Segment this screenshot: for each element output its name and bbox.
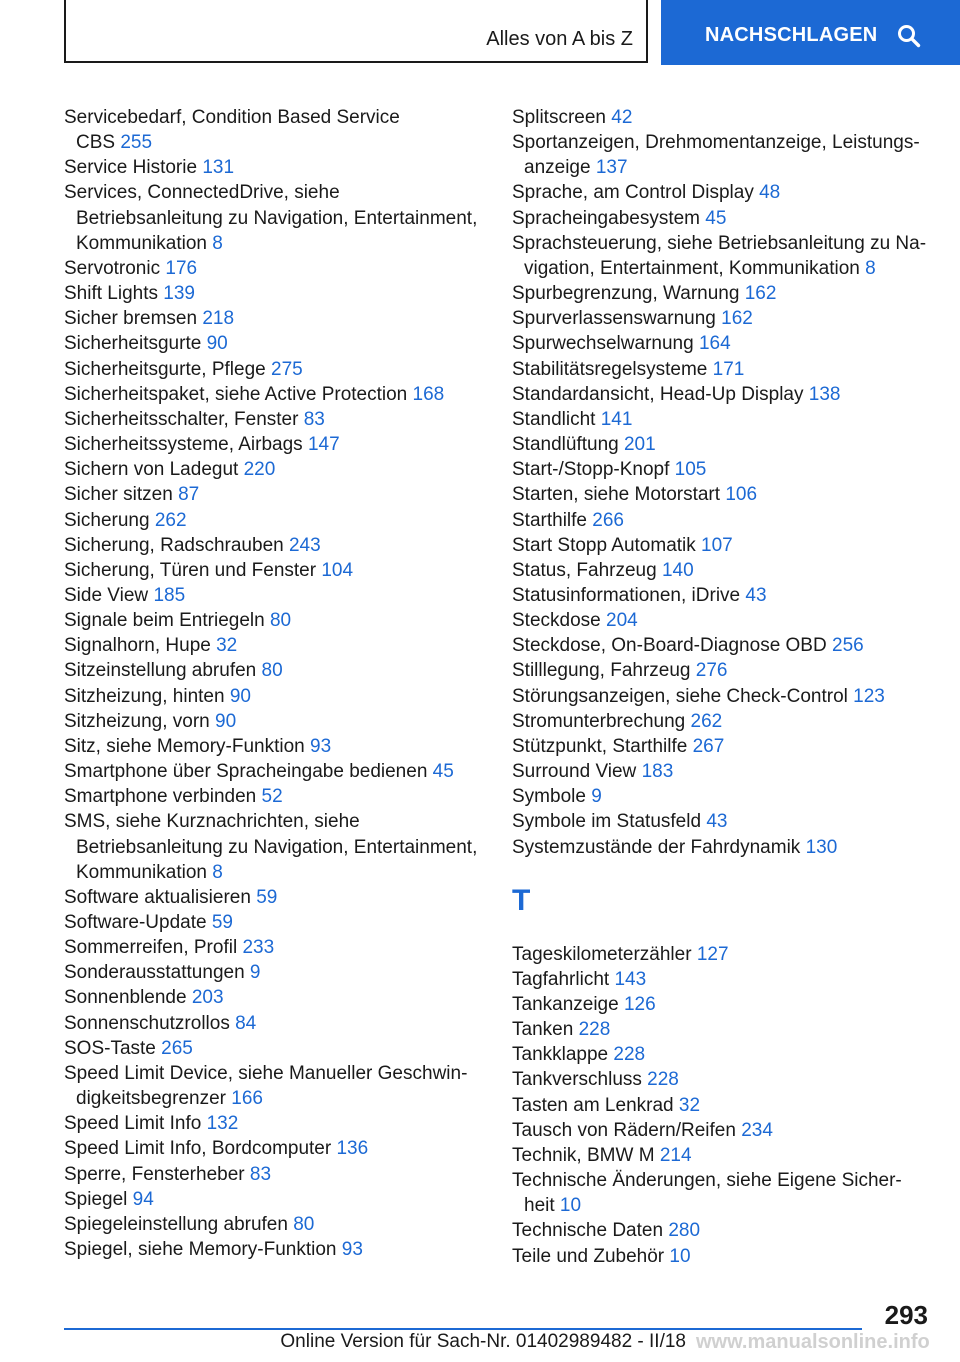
- page-link[interactable]: 84: [235, 1012, 257, 1034]
- index-entry: [512, 684, 932, 709]
- entry-term-continued: vigation, Entertainment, Kommunikation: [524, 257, 860, 279]
- search-icon[interactable]: [897, 24, 921, 48]
- page-link[interactable]: 32: [216, 635, 238, 657]
- page-link[interactable]: 228: [613, 1044, 646, 1066]
- entry-term: Surround View: [512, 761, 637, 783]
- index-entry: [64, 558, 484, 583]
- index-entry: [64, 759, 484, 784]
- index-entry: [512, 1118, 932, 1143]
- index-entry: [64, 658, 484, 683]
- entry-term: Technische Daten: [512, 1220, 664, 1242]
- page-link[interactable]: 234: [741, 1119, 773, 1141]
- index-entry: [512, 508, 932, 533]
- page-link[interactable]: 32: [678, 1094, 701, 1116]
- page-link[interactable]: 280: [668, 1220, 701, 1242]
- index-entry: [512, 759, 932, 784]
- entry-term: Symbole: [512, 786, 586, 808]
- page-number: 293: [884, 1300, 928, 1330]
- index-entry: [64, 105, 484, 155]
- page-link[interactable]: 243: [288, 534, 321, 556]
- page-link[interactable]: 83: [303, 408, 325, 430]
- index-entry: [64, 256, 484, 281]
- index-entry: [512, 206, 932, 231]
- page-link[interactable]: 220: [243, 459, 276, 481]
- index-entry: [64, 155, 484, 180]
- page-link[interactable]: 262: [690, 710, 723, 732]
- entry-term: Statusinformationen, iDrive: [512, 584, 741, 606]
- entry-term: Tageskilometerzähler: [512, 943, 692, 965]
- index-group-t: [512, 942, 932, 1269]
- entry-term: Sprache, am Control Display: [512, 182, 754, 204]
- entry-term: Software aktualisieren: [64, 886, 251, 908]
- entry-term: Status, Fahrzeug: [512, 559, 657, 581]
- entry-term: Sicher bremsen: [64, 308, 198, 330]
- index-entry: [512, 658, 932, 683]
- index-entry: [64, 382, 484, 407]
- entry-term: Sicher sitzen: [64, 484, 173, 506]
- page-link[interactable]: 83: [249, 1163, 272, 1185]
- index-entry: [512, 1042, 932, 1067]
- page-link[interactable]: 105: [674, 459, 707, 481]
- page-link[interactable]: 80: [293, 1213, 315, 1235]
- page-link[interactable]: 9: [249, 962, 261, 984]
- entry-term: Sonderausstattungen: [64, 962, 245, 984]
- section-letter-t: T: [512, 883, 531, 917]
- page-link[interactable]: 137: [595, 157, 628, 179]
- entry-term: Sitzheizung, hinten: [64, 685, 225, 707]
- entry-term: Sicherheitspaket, siehe Active Protection: [64, 383, 408, 405]
- page-link[interactable]: 87: [178, 484, 200, 506]
- index-entry: [512, 331, 932, 356]
- index-entry: [512, 281, 932, 306]
- page-link[interactable]: 204: [606, 610, 638, 632]
- nachschlagen-label: NACHSCHLAGEN: [705, 24, 878, 46]
- entry-term: Spiegel, siehe Memory-Funktion: [64, 1239, 337, 1261]
- page-link[interactable]: 265: [161, 1037, 193, 1059]
- page-link[interactable]: 42: [611, 107, 633, 128]
- page-link[interactable]: 93: [341, 1239, 363, 1261]
- index-entry: [512, 942, 932, 967]
- entry-term: Sperre, Fensterheber: [64, 1163, 245, 1185]
- page-link[interactable]: 80: [261, 660, 283, 682]
- page-link[interactable]: 139: [163, 283, 195, 305]
- index-entry: [64, 608, 484, 633]
- page-link[interactable]: 255: [120, 132, 153, 154]
- index-entry: [64, 508, 484, 533]
- page-link[interactable]: 123: [853, 685, 885, 707]
- page-link[interactable]: 132: [206, 1113, 239, 1135]
- entry-term: Sicherheitsschalter, Fenster: [64, 408, 299, 430]
- index-entry: [64, 306, 484, 331]
- index-entry: [64, 633, 484, 658]
- section-header: [64, 0, 648, 63]
- page-link[interactable]: 143: [614, 968, 647, 990]
- entry-term: Sitzeinstellung abrufen: [64, 660, 257, 682]
- index-entry: [64, 1061, 484, 1111]
- page-link[interactable]: 147: [307, 434, 340, 456]
- entry-term: Tankanzeige: [512, 994, 619, 1015]
- index-entry: [64, 457, 484, 482]
- page-link[interactable]: 8: [212, 861, 223, 883]
- page-link[interactable]: 131: [202, 157, 235, 179]
- index-entry: [64, 1187, 484, 1212]
- index-entry: [64, 281, 484, 306]
- entry-term: Starthilfe: [512, 509, 587, 531]
- entry-term: Signale beim Entriegeln: [64, 610, 265, 632]
- index-entry: [512, 784, 932, 809]
- page-link[interactable]: 8: [212, 232, 223, 254]
- entry-term: Standlüftung: [512, 434, 619, 456]
- entry-term: Technik, BMW M: [512, 1144, 655, 1166]
- index-entry: [64, 1036, 484, 1061]
- index-entry: [64, 709, 484, 734]
- index-entry: [64, 1237, 484, 1262]
- entry-term: Teile und Zubehör: [512, 1245, 665, 1267]
- page-link[interactable]: 140: [661, 559, 694, 581]
- entry-term: Sicherung: [64, 509, 150, 531]
- page-link[interactable]: 176: [165, 257, 198, 279]
- index-entry: [64, 935, 484, 960]
- index-entry: [512, 835, 932, 860]
- entry-term: Spurverlassenswarnung: [512, 308, 716, 330]
- index-entry: [512, 809, 932, 834]
- entry-term: Sichern von Ladegut: [64, 459, 239, 481]
- entry-term: Tagfahrlicht: [512, 968, 610, 990]
- entry-term: Sommerreifen, Profil: [64, 937, 238, 959]
- page-link[interactable]: 138: [808, 383, 841, 405]
- index-entry: [512, 1218, 932, 1243]
- index-entry: [512, 583, 932, 608]
- entry-term: Standlicht: [512, 408, 596, 430]
- entry-term: Side View: [64, 584, 149, 606]
- entry-term: Sprachsteuerung, siehe Betriebsanleitung zu Na-: [512, 232, 927, 254]
- index-entry: [64, 432, 484, 457]
- index-entry: [64, 357, 484, 382]
- entry-term: Shift Lights: [64, 283, 158, 305]
- page-link[interactable]: 10: [559, 1195, 582, 1217]
- watermark: www.manualsonline.info: [696, 1331, 930, 1353]
- entry-term: Sonnenblende: [64, 987, 187, 1009]
- entry-term: Service Historie: [64, 157, 198, 179]
- page-link[interactable]: 9: [591, 786, 602, 808]
- page-link[interactable]: 256: [832, 635, 864, 657]
- page-link[interactable]: 275: [271, 358, 303, 380]
- entry-term: Speed Limit Info: [64, 1113, 202, 1135]
- index-entry: [512, 734, 932, 759]
- entry-term-continued: Betriebsanleitung zu Navigation, Entertainment,: [76, 207, 478, 229]
- entry-term: Sicherheitsgurte: [64, 333, 202, 355]
- entry-term: Sonnenschutzrollos: [64, 1012, 230, 1034]
- page-link[interactable]: 90: [215, 710, 237, 732]
- index-entry: [64, 784, 484, 809]
- entry-term: Sicherheitsgurte, Pflege: [64, 358, 266, 380]
- entry-term: Spracheingabesystem: [512, 207, 700, 229]
- index-column-left: [64, 105, 484, 1262]
- index-entry: [512, 357, 932, 382]
- index-entry: [64, 1136, 484, 1161]
- page-link[interactable]: 168: [412, 383, 445, 405]
- index-entry: [512, 992, 932, 1017]
- index-entry: [64, 482, 484, 507]
- page-link[interactable]: 104: [321, 559, 354, 581]
- entry-term: Smartphone über Spracheingabe bedienen: [64, 761, 428, 783]
- page-link[interactable]: 107: [701, 534, 733, 556]
- entry-term: Start Stopp Automatik: [512, 534, 696, 556]
- index-entry: [64, 1212, 484, 1237]
- entry-term: Systemzustände der Fahrdynamik: [512, 836, 801, 858]
- page-link[interactable]: 127: [696, 943, 729, 965]
- page-link[interactable]: 90: [206, 333, 228, 355]
- page-link[interactable]: 162: [744, 283, 777, 305]
- page-link[interactable]: 164: [698, 333, 731, 355]
- page-link[interactable]: 276: [695, 660, 728, 682]
- page-link[interactable]: 106: [725, 484, 758, 506]
- index-entry: [64, 583, 484, 608]
- index-entry: [512, 633, 932, 658]
- entry-term: Tausch von Rädern/Reifen: [512, 1119, 736, 1141]
- index-entry: [512, 180, 932, 205]
- page-link[interactable]: 59: [211, 912, 233, 933]
- entry-term: Tanken: [512, 1019, 574, 1041]
- index-entry: [512, 432, 932, 457]
- page-link[interactable]: 166: [231, 1088, 263, 1110]
- footer-divider: [64, 1328, 862, 1330]
- index-entry: [64, 960, 484, 985]
- page-link[interactable]: 59: [256, 886, 278, 908]
- page-link[interactable]: 136: [336, 1138, 369, 1160]
- page-link[interactable]: 171: [712, 358, 745, 380]
- index-entry: [64, 180, 484, 255]
- page-link[interactable]: 228: [647, 1069, 679, 1091]
- page-link[interactable]: 162: [721, 308, 753, 330]
- entry-term: Servotronic: [64, 257, 161, 279]
- entry-term: Speed Limit Device, siehe Manueller Geschwin-: [64, 1062, 468, 1084]
- nachschlagen-tab[interactable]: [661, 0, 960, 65]
- page-link[interactable]: 48: [759, 182, 781, 204]
- page-link[interactable]: 130: [805, 836, 838, 858]
- entry-term: Signalhorn, Hupe: [64, 635, 211, 657]
- index-column-right: [512, 105, 932, 1269]
- index-entry: [512, 709, 932, 734]
- entry-term-continued: Kommunikation: [76, 232, 207, 254]
- entry-term: Stützpunkt, Starthilfe: [512, 735, 688, 757]
- entry-term: Stilllegung, Fahrzeug: [512, 660, 691, 682]
- entry-term: Tankverschluss: [512, 1069, 642, 1091]
- page-link[interactable]: 203: [191, 987, 224, 1009]
- page-link[interactable]: 8: [865, 257, 876, 279]
- index-entry: [512, 967, 932, 992]
- page-link[interactable]: 266: [592, 509, 624, 531]
- page-link[interactable]: 228: [578, 1019, 611, 1041]
- index-entry: [512, 1093, 932, 1118]
- online-version-note: Online Version für Sach-Nr. 01402989482 - II/18: [280, 1331, 686, 1352]
- index-entry: [512, 558, 932, 583]
- page-link[interactable]: 185: [153, 584, 186, 606]
- index-entry: [512, 382, 932, 407]
- index-entry: [512, 1244, 932, 1269]
- index-entry: [64, 734, 484, 759]
- page-link[interactable]: 141: [600, 408, 633, 430]
- entry-term: Splitscreen: [512, 107, 606, 128]
- page-link[interactable]: 10: [669, 1245, 691, 1267]
- index-entry: [512, 482, 932, 507]
- index-entry: [512, 130, 932, 180]
- entry-term: Starten, siehe Motorstart: [512, 484, 721, 506]
- entry-term-continued: Betriebsanleitung zu Navigation, Entertainment,: [76, 836, 478, 858]
- index-entry: [64, 533, 484, 558]
- page-link[interactable]: 93: [310, 735, 332, 757]
- index-entry: [64, 985, 484, 1010]
- entry-term: Sitz, siehe Memory-Funktion: [64, 735, 305, 757]
- entry-term: Tasten am Lenkrad: [512, 1094, 674, 1116]
- index-entry: [64, 1011, 484, 1036]
- entry-term: Stromunterbrechung: [512, 710, 686, 732]
- entry-term: Spurwechselwarnung: [512, 333, 694, 355]
- entry-term: Spiegel: [64, 1188, 128, 1210]
- index-entry: [64, 331, 484, 356]
- entry-term: Services, ConnectedDrive, siehe: [64, 182, 340, 204]
- entry-term: Smartphone verbinden: [64, 786, 257, 808]
- entry-term: Steckdose, On-Board-Diagnose OBD: [512, 635, 827, 657]
- page-link[interactable]: 52: [261, 786, 283, 808]
- index-entry: [512, 306, 932, 331]
- index-entry: [64, 910, 484, 935]
- page-link[interactable]: 214: [659, 1144, 692, 1166]
- entry-term: Start-/Stopp-Knopf: [512, 459, 670, 481]
- index-entry: [512, 1017, 932, 1042]
- index-group-s: [512, 105, 932, 860]
- entry-term: Stabilitätsregelsysteme: [512, 358, 708, 380]
- index-entry: [512, 231, 932, 281]
- entry-term: Standardansicht, Head-Up Display: [512, 383, 804, 405]
- entry-term-continued: Kommunikation: [76, 861, 207, 883]
- entry-term-continued: heit: [524, 1195, 555, 1217]
- page-link[interactable]: 45: [705, 207, 727, 229]
- index-entry: [64, 407, 484, 432]
- entry-term: Sitzheizung, vorn: [64, 710, 210, 732]
- index-entry: [512, 608, 932, 633]
- entry-term-continued: CBS: [76, 132, 116, 154]
- page-link[interactable]: 201: [623, 434, 656, 456]
- entry-term: Speed Limit Info, Bordcomputer: [64, 1138, 332, 1160]
- entry-term: Spurbegrenzung, Warnung: [512, 283, 740, 305]
- page-link[interactable]: 218: [202, 308, 235, 330]
- index-entry: [512, 533, 932, 558]
- page-link[interactable]: 90: [229, 685, 251, 707]
- entry-term: Störungsanzeigen, siehe Check-Control: [512, 685, 848, 707]
- entry-term: Sicherheitssysteme, Airbags: [64, 434, 303, 456]
- entry-term: Software-Update: [64, 912, 207, 933]
- index-entry: [64, 1111, 484, 1136]
- entry-term: Tankklappe: [512, 1044, 609, 1066]
- entry-term: Spiegeleinstellung abrufen: [64, 1213, 288, 1235]
- index-entry: [64, 809, 484, 884]
- page-link[interactable]: 94: [132, 1188, 154, 1210]
- page-link[interactable]: 233: [242, 937, 275, 959]
- page-link[interactable]: 267: [692, 735, 725, 757]
- entry-term: Technische Änderungen, siehe Eigene Sicher-: [512, 1170, 902, 1192]
- page-link[interactable]: 183: [641, 761, 674, 783]
- entry-term: Sportanzeigen, Drehmomentanzeige, Leistungs-: [512, 132, 920, 154]
- index-entry: [64, 885, 484, 910]
- index-entry: [64, 684, 484, 709]
- page-link[interactable]: 45: [432, 761, 454, 783]
- section-title: Alles von A bis Z: [486, 28, 633, 50]
- entry-term: Sicherung, Radschrauben: [64, 534, 284, 556]
- entry-term: Servicebedarf, Condition Based Service: [64, 107, 400, 128]
- page-link[interactable]: 262: [154, 509, 187, 531]
- index-entry: [512, 105, 932, 130]
- index-entry: [512, 1143, 932, 1168]
- index-entry: [512, 457, 932, 482]
- entry-term-continued: anzeige: [524, 157, 591, 179]
- page-link[interactable]: 80: [269, 610, 292, 632]
- entry-term: Steckdose: [512, 610, 601, 632]
- index-entry: [512, 1168, 932, 1218]
- entry-term-continued: digkeitsbegrenzer: [76, 1088, 226, 1110]
- entry-term: SOS-Taste: [64, 1037, 156, 1059]
- page-link[interactable]: 43: [745, 584, 767, 606]
- entry-term: SMS, siehe Kurznachrichten, siehe: [64, 811, 360, 833]
- page-link[interactable]: 126: [623, 994, 656, 1015]
- index-entry: [512, 407, 932, 432]
- entry-term: Sicherung, Türen und Fenster: [64, 559, 317, 581]
- entry-term: Symbole im Statusfeld: [512, 811, 702, 833]
- page-link[interactable]: 43: [706, 811, 728, 833]
- index-entry: [512, 1067, 932, 1092]
- index-entry: [64, 1162, 484, 1187]
